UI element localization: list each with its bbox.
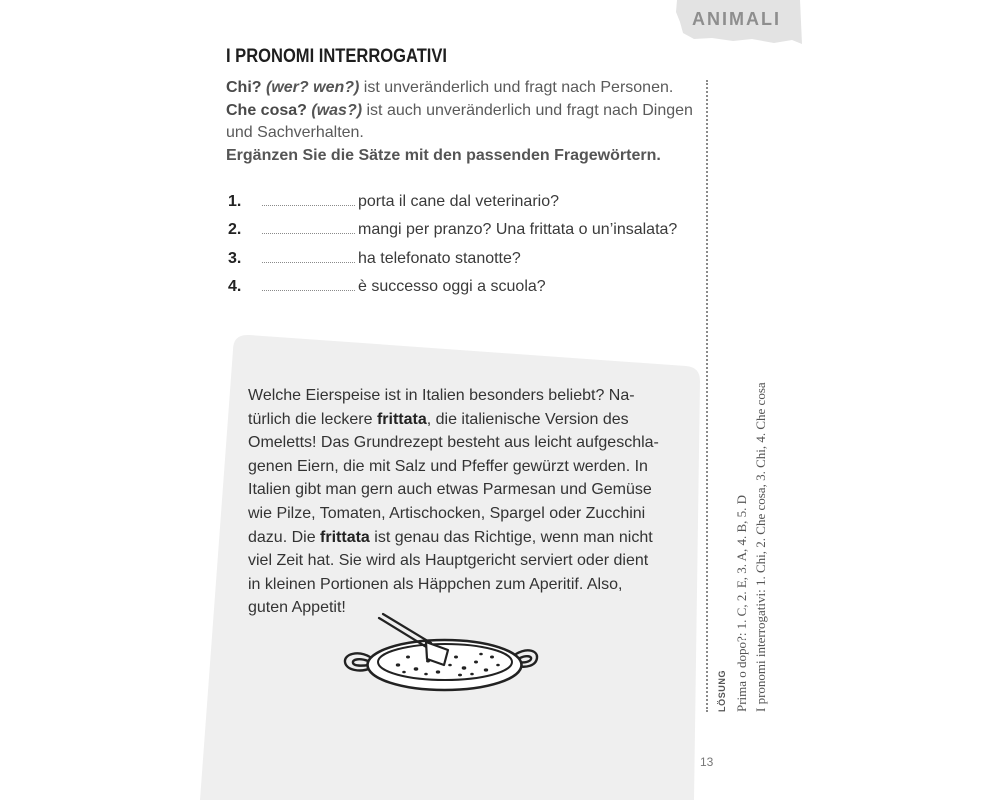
info-line bbox=[248, 408, 659, 432]
page-number: 13 bbox=[700, 755, 714, 769]
exercise-number: 2. bbox=[228, 221, 242, 239]
solution-line: I pronomi interrogativi: 1. Chi, 2. Che cosa, 3. Chi, 4. Che cosa bbox=[753, 382, 768, 712]
info-line: Omeletts! Das Grundrezept besteht aus leicht aufgeschla- bbox=[248, 434, 659, 452]
exercise-text: mangi per pranzo? Una frittata o un’insalata? bbox=[358, 221, 678, 239]
info-bold-term: frittata bbox=[376, 410, 427, 428]
intro-term: Che cosa? bbox=[226, 101, 307, 119]
intro-text: ist auch unveränderlich und fragt nach Dingen bbox=[366, 101, 693, 119]
spatula-handle-edge bbox=[383, 614, 431, 643]
info-bold-term: frittata bbox=[320, 528, 370, 546]
solution-line: Prima o dopo?: 1. C, 2. E, 3. A, 4. B, 5. D bbox=[734, 494, 749, 712]
exercise-text: porta il cane dal veterinario? bbox=[358, 193, 560, 210]
intro-line bbox=[226, 122, 693, 145]
info-line: in kleinen Portionen als Häppchen zum Aperitif. Also, bbox=[248, 575, 623, 593]
exercise-instruction: Ergänzen Sie die Sätze mit den passenden Fragewörtern. bbox=[226, 147, 661, 165]
frittata-speck bbox=[470, 673, 474, 676]
intro-line bbox=[226, 77, 693, 100]
frittata-speck bbox=[496, 664, 500, 667]
exercise-item bbox=[228, 245, 677, 273]
frittata-speck bbox=[490, 656, 494, 659]
info-line: viel Zeit hat. Sie wird als Hauptgericht serviert oder dient bbox=[248, 552, 649, 570]
frittata-speck bbox=[414, 667, 419, 670]
info-box-text bbox=[248, 384, 659, 620]
exercise-list bbox=[228, 188, 677, 301]
intro-term: Chi? bbox=[226, 79, 262, 96]
info-line: genen Eiern, die mit Salz und Pfeffer gewürzt werden. In bbox=[248, 457, 648, 475]
frittata-speck bbox=[454, 656, 458, 659]
frittata-speck bbox=[458, 674, 462, 677]
chapter-tab-label: ANIMALI bbox=[692, 9, 781, 29]
info-text: , die italienische Version des bbox=[426, 410, 629, 428]
frittata-speck bbox=[462, 666, 467, 669]
exercise-item bbox=[228, 216, 677, 244]
intro-translation: (was?) bbox=[311, 101, 363, 119]
frittata-speck bbox=[448, 664, 452, 667]
info-text: türlich die leckere bbox=[248, 410, 373, 428]
frittata-speck bbox=[396, 663, 400, 666]
exercise-item bbox=[228, 273, 677, 301]
intro-text: ist unveränderlich und fragt nach Personen. bbox=[363, 79, 674, 96]
exercise-number: 4. bbox=[228, 277, 242, 295]
answer-blank bbox=[262, 252, 355, 263]
frittata-speck bbox=[436, 670, 440, 673]
column-divider bbox=[706, 80, 708, 712]
solutions-heading: LÖSUNG bbox=[717, 669, 727, 712]
frittata-speck bbox=[424, 673, 428, 676]
frittata-speck bbox=[484, 668, 488, 671]
info-line: Italien gibt man gern auch etwas Parmesan und Gemüse bbox=[248, 481, 652, 499]
intro-paragraph bbox=[226, 77, 693, 168]
exercise-number: 3. bbox=[228, 249, 242, 267]
intro-line bbox=[226, 100, 693, 123]
info-line: guten Appetit! bbox=[248, 599, 346, 617]
exercise-item bbox=[228, 188, 677, 216]
section-title: I PRONOMI INTERROGATIVI bbox=[226, 46, 448, 67]
info-line bbox=[248, 526, 659, 550]
exercise-text: è successo oggi a scuola? bbox=[358, 277, 546, 295]
info-line: Welche Eierspeise ist in Italien besonders beliebt? Na- bbox=[248, 387, 635, 404]
intro-translation: (wer? wen?) bbox=[266, 79, 360, 96]
exercise-number: 1. bbox=[228, 193, 242, 210]
answer-blank bbox=[262, 223, 355, 234]
frittata-speck bbox=[406, 656, 410, 659]
info-text: dazu. Die bbox=[248, 528, 316, 546]
exercise-text: ha telefonato stanotte? bbox=[358, 249, 521, 267]
frittata-speck bbox=[474, 661, 478, 664]
info-text: ist genau das Richtige, wenn man nicht bbox=[374, 528, 653, 546]
intro-text: und Sachverhalten. bbox=[226, 124, 364, 142]
solutions-column bbox=[713, 332, 770, 712]
answer-blank bbox=[262, 280, 355, 291]
answer-blank bbox=[262, 195, 355, 206]
info-line: wie Pilze, Tomaten, Artischocken, Spargel oder Zucchini bbox=[248, 504, 646, 522]
frittata-speck bbox=[479, 653, 483, 656]
frittata-pan-icon bbox=[340, 610, 545, 700]
frittata-speck bbox=[402, 671, 406, 674]
